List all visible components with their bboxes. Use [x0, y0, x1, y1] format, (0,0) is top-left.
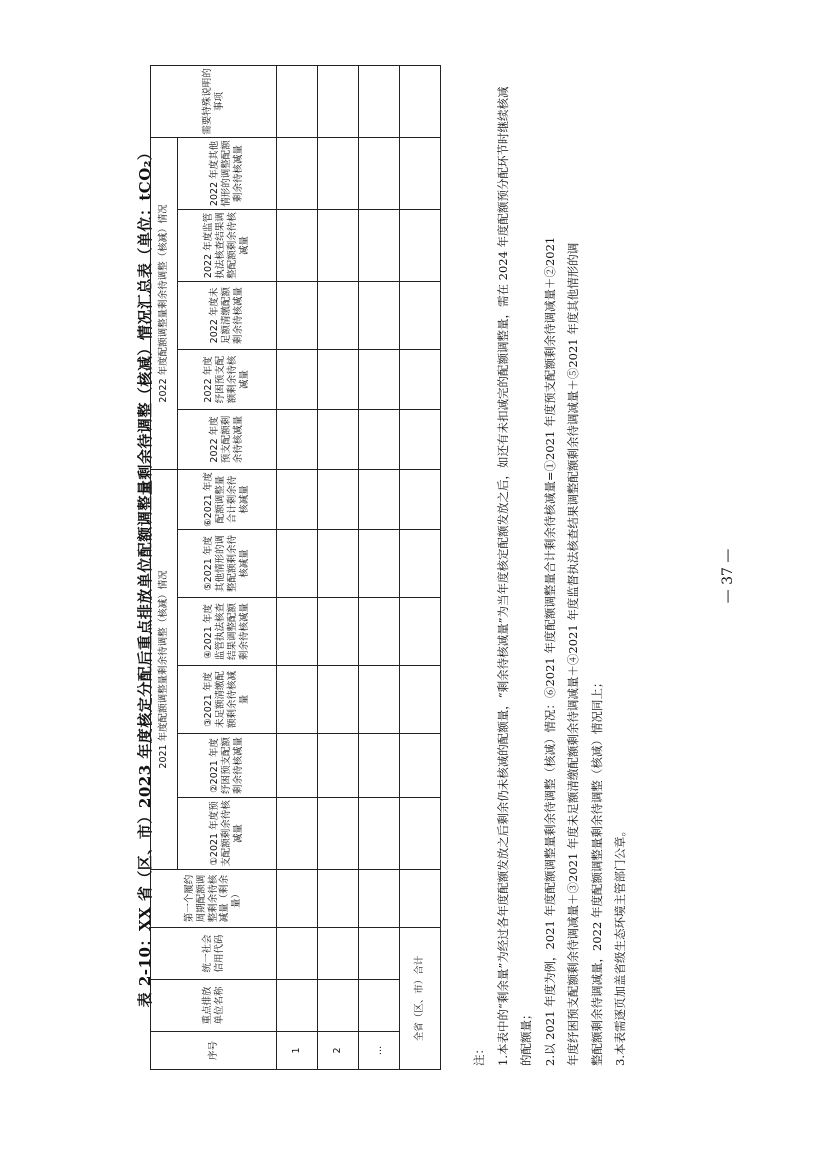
notes [468, 76, 633, 1066]
row-seq: … [359, 1032, 400, 1070]
table-title: 表 2-10：XX 省（区、市）2023 年度核定分配后重点排放单位配额调整量剩余待调整（核减）情况汇总表（单位：tCO₂） [136, 144, 154, 1008]
header-2021-4: ④2021 年度监管执法核查结果调整配额剩余待核减量 [178, 598, 277, 666]
total-row [400, 65, 441, 1069]
header-2022-4: 2022 年度监管执法核查结果调整配额剩余待核减量 [178, 209, 277, 281]
header-2021-1: ①2021 年度预支配额剩余待核减量 [178, 798, 277, 870]
header-2022-5: 2022 年度其他情形的调整配额剩余待核减量 [178, 137, 277, 209]
summary-table [150, 65, 441, 1070]
header-2022-1: 2022 年度预支配额剩余待核减量 [178, 409, 277, 469]
note-3: 3.本表需逐页加盖省级生态环境主管部门公章。 [613, 825, 627, 1066]
header-credit-code: 统一社会信用代码 [151, 928, 277, 980]
header-group-2022: 2022 年度配额调整量剩余待调整（核减）情况 [151, 137, 178, 469]
header-2021-5: ⑤2021 年度其他情形的调整配额剩余待核减量 [178, 530, 277, 598]
note-2b: 年度纾困预支配额剩余待调减量＋③2021 年度未足额清缴配额剩余待调减量＋④2021 年度监督执法核查结果调整配额剩余待调减量＋⑤2021 年度其他情形的调 [566, 242, 580, 1066]
page-number: — 37 — [720, 548, 736, 604]
header-seq: 序号 [151, 1032, 277, 1070]
header-2021-2: ②2021 年度纾困预支配额剩余待核减量 [178, 734, 277, 798]
row-seq: 2 [318, 1032, 359, 1070]
header-unit-name: 重点排放单位名称 [151, 980, 277, 1032]
header-2022-3: 2022 年度未足额清缴配额剩余待核减量 [178, 281, 277, 349]
header-2021-6: ⑥2021 年度配额调整量合计剩余待核减量 [178, 469, 277, 529]
total-label: 全省（区、市）合计 [400, 928, 441, 1070]
note-2a: 2.以 2021 年度为例，2021 年度配额调整量剩余待调整（核减）情况：⑥2021 年度配额调整量合计剩余待核减量=①2021 年度预支配额剩余待调减量＋②2021 [542, 236, 557, 1066]
header-group-2021: 2021 年度配额调整量剩余待调整（核减）情况 [151, 469, 178, 869]
header-2021-3: ③2021 年度未足额清缴配额剩余待核减量 [178, 666, 277, 734]
table-row [318, 65, 359, 1069]
note-1: 1.本表中的“剩余量”为经过各年度配额发放之后剩余仍未核减的配额量，“剩余待核减量”为当年度核定配额发放之后，如还有未扣减完的配额调整量，需在 2024 年度配额预分配环节时继续核减的配额量； [495, 86, 533, 1066]
table-row [277, 65, 318, 1069]
row-seq: 1 [277, 1032, 318, 1070]
notes-label: 注： [472, 1043, 486, 1066]
header-first-period: 第一个履约周期配额调整剩余待核减量（剩余量） [151, 870, 277, 928]
table-row [359, 65, 400, 1069]
header-2022-2: 2022 年度纾困预支配额剩余待核减量 [178, 349, 277, 409]
note-2c: 整配额剩余待调减量，2022 年度配额调整量剩余待调整（核减）情况同上； [589, 676, 604, 1066]
header-special-note: 需要特殊说明的事项 [151, 65, 277, 137]
